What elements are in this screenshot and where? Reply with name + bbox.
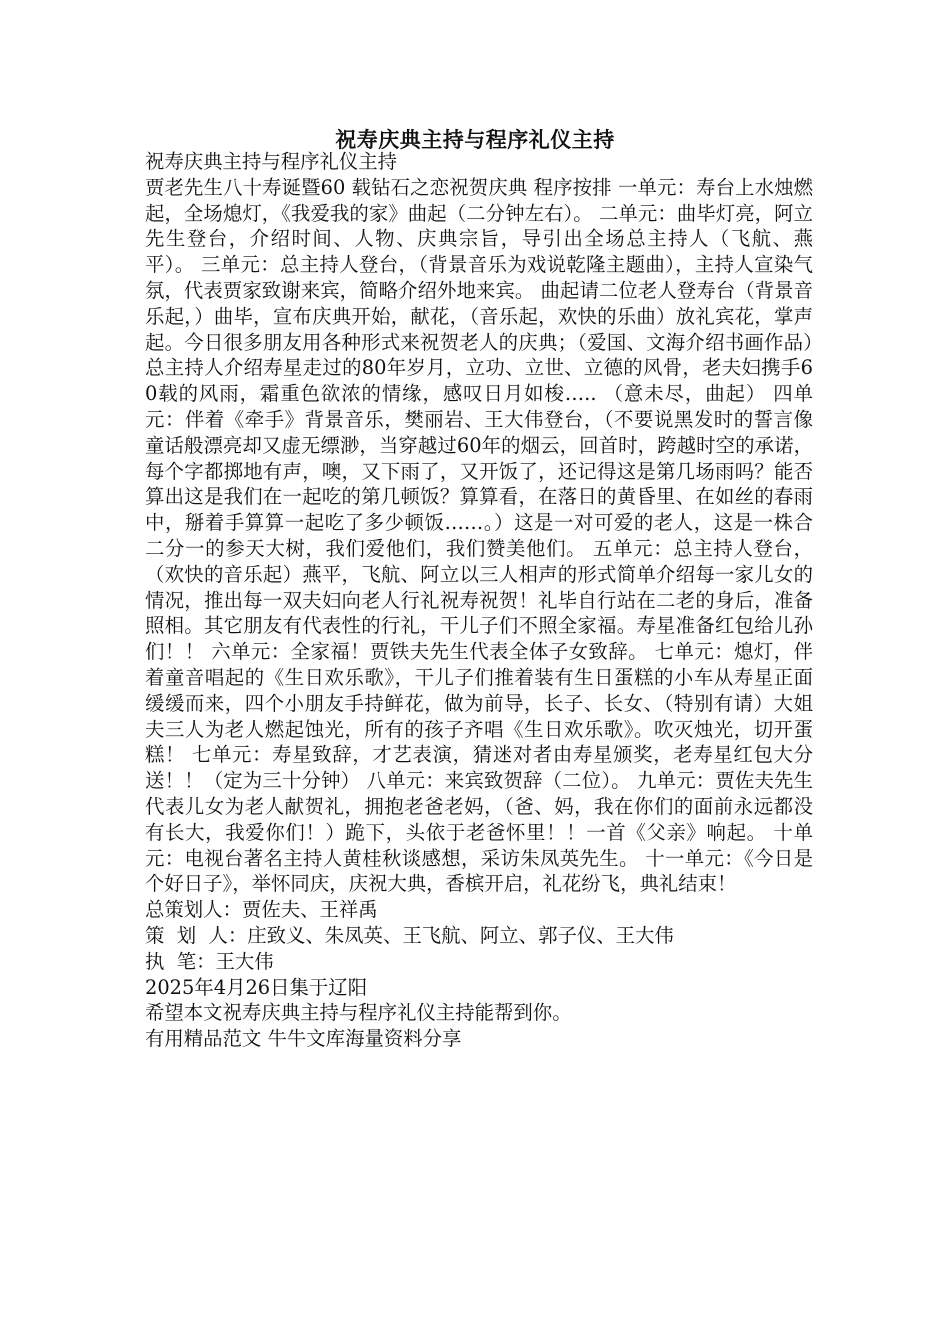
footer-note-line: 有用精品范文 牛牛文库海量资料分享 bbox=[145, 1027, 462, 1051]
document-subtitle: 祝寿庆典主持与程序礼仪主持 bbox=[145, 150, 398, 173]
document-title: 祝寿庆典主持与程序礼仪主持 bbox=[335, 127, 615, 152]
chief-planner-line: 总策划人：贾佐夫、王祥禹 bbox=[145, 898, 378, 922]
closing-wish-line: 希望本文祝寿庆典主持与程序礼仪主持能帮到你。 bbox=[145, 1001, 572, 1025]
date-place-line: 2025年4月26日集于辽阳 bbox=[145, 975, 368, 999]
program-body-paragraph: 贾老先生八十寿诞暨60 载钻石之恋祝贺庆典 程序按排 一单元：寿台上水烛燃起，全场熄灯，《我爱我的家》曲起（二分钟左右）。 二单元：曲毕灯亮，阿立先生登台，介绍时间、人物、庆典宗旨，导引出全场总主持人（飞航、燕平）。 三单元：总主持人登台，（背景音乐为戏说乾隆主题曲），主持人宣染气氛，代表贾家致谢来宾，简略介绍外地来宾。 曲起请二位老人登寿台（背景音乐起，）曲毕，宣布庆典开始，献花，（音乐起，欢快的乐曲）放礼宾花，掌声起。今日很多朋友用各种形式来祝贺老人的庆典；（爱国、文海介绍书画作品）总主持人介绍寿星走过的80年岁月，立功、立世、立德的风骨，老夫妇携手60载的风雨，霜重色欲浓的情缘，感叹日月如梭….. （意未尽，曲起） 四单元：伴着《牵手》背景音乐，樊丽岩、王大伟登台，（不要说黑发时的誓言像童话般漂亮却又虚无缥渺，当穿越过60年的烟云，回首时，跨越时空的承诺，每个字都掷地有声，噢，又下雨了，又开饭了，还记得这是第几场雨吗？能否算出这是我们在一起吃的第几顿饭？算算看，在落日的黄昏里、在如丝的春雨中，掰着手算算一起吃了多少顿饭……。）这是一对可爱的老人，这是一株合二分一的参天大树，我们爱他们，我们赞美他们。 五单元：总主持人登台，（欢快的音乐起）燕平，飞航、阿立以三人相声的形式简单介绍每一家儿女的情况，推出每一双夫妇向老人行礼祝寿祝贺！礼毕自行站在二老的身后，准备照相。其它朋友有代表性的行礼，干儿子们不照全家福。寿星准备红包给儿孙们！！ 六单元：全家福！贾铁夫先生代表全体子女致辞。 七单元：熄灯，伴着童音唱起的《生日欢乐歌》，干儿子们推着装有生日蛋糕的小车从寿星正面缓缓而来，四个小朋友手持鲜花，做为前导，长子、长女、（特别有请）大姐夫三人为老人燃起蚀光，所有的孩子齐唱《生日欢乐歌》。吹灭烛光，切开蛋糕！ 七单元：寿星致辞，才艺表演，猜迷对者由寿星颁奖，老寿星红包大分送！！（定为三十分钟） 八单元：来宾致贺辞（二位）。 九单元：贾佐夫先生代表儿女为老人献贺礼，拥抱老爸老妈，（爸、妈，我在你们的面前永远都没有长大，我爱你们！）跪下，头依于老爸怀里！！一首《父亲》响起。 十单元：电视台著名主持人黄桂秋谈感想，采访朱凤英先生。 十一单元：《今日是个好日子》，举怀同庆，庆祝大典，香槟开启，礼花纷飞，典礼结束！ bbox=[145, 175, 813, 896]
document-content bbox=[145, 149, 813, 1052]
planners-line: 策 划 人：庄致义、朱凤英、王飞航、阿立、郭子仪、王大伟 bbox=[145, 923, 674, 947]
writer-line: 执 笔：王大伟 bbox=[145, 949, 274, 973]
